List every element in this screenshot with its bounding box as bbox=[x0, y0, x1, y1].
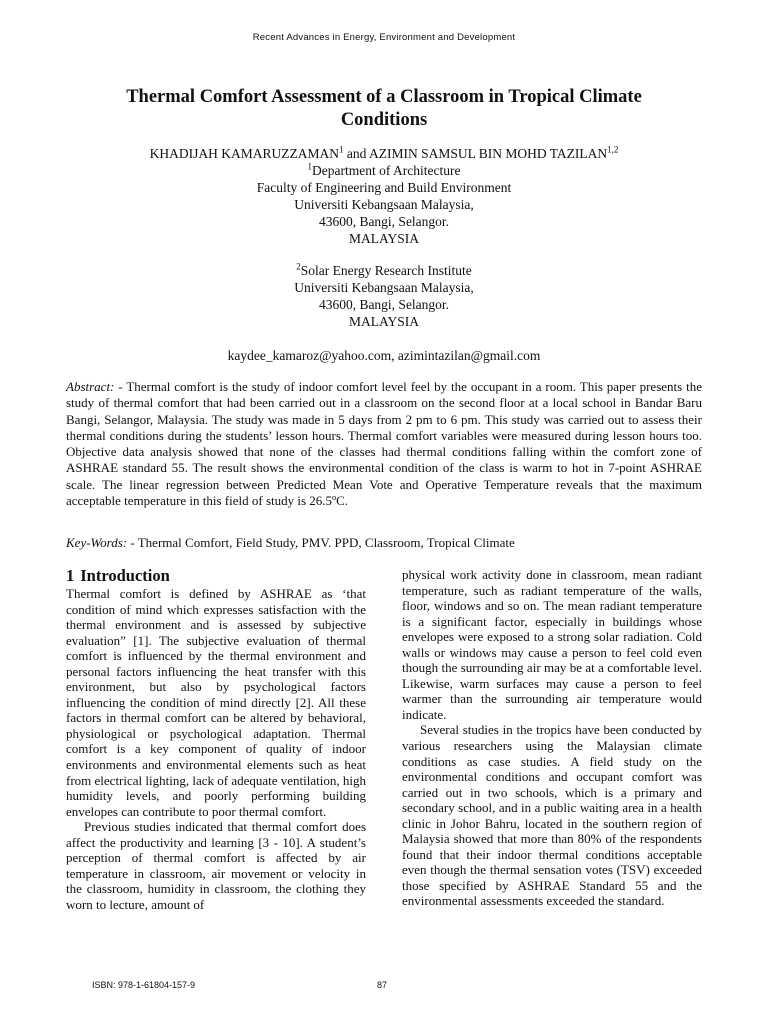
paragraph: Previous studies indicated that thermal comfort does affect the productivity and learning [3 - 10]. A student’s perception of thermal comfort is affected by air temperature in classroom, air movement or velocity in the classroom, humidity in classroom, the clothing they worn to lecture, amount of bbox=[66, 819, 366, 912]
right-column bbox=[402, 567, 702, 909]
title-line-2: Conditions bbox=[340, 110, 428, 130]
running-header: Recent Advances in Energy, Environment and Development bbox=[252, 32, 516, 43]
section-title: Introduction bbox=[80, 566, 170, 585]
affiliation-2-line: MALAYSIA bbox=[348, 314, 419, 329]
author-2-superscript: 1,2 bbox=[607, 144, 619, 155]
affiliation-2-line: Solar Energy Research Institute bbox=[300, 263, 472, 278]
paragraph: physical work activity done in classroom, mean radiant temperature, such as radiant temperature of the walls, floor, windows and so on. The mean radiant temperature is a significant factor, especially in buildings whose envelopes were exposed to a strong solar radiation. Cold walls or windows may cause a person to feel cold even though the surrounding air may be at a comfortable level. Likewise, warm surfaces may cause a person to feel warmer than the surrounding air temperature would indicate. bbox=[402, 567, 702, 722]
paragraph: Several studies in the tropics have been conducted by various researchers using the Malaysian climate conditions as case studies. A field study on the environmental conditions and occupant comfort was carried out in two schools, which is a primary and secondary school, and in a public waiting area in a health clinic in Johor Bahru, located in the southern region of Malaysia showed that more than 80% of the respondents found that their indoor thermal conditions acceptable even though the thermal sensation votes (TSV) exceeded those specified by ASHRAE Standard 55 and the environmental assessments exceeded the standard. bbox=[402, 722, 702, 909]
author-names bbox=[40, 145, 728, 162]
affiliation-1-superscript: 1 bbox=[307, 161, 313, 172]
affiliation-2-line: 43600, Bangi, Selangor. bbox=[318, 297, 450, 312]
title-line-1: Thermal Comfort Assessment of a Classroom in Tropical Climate bbox=[126, 87, 642, 107]
abstract bbox=[66, 379, 702, 509]
section-number: 1 bbox=[66, 566, 75, 585]
abstract-label: Abstract: bbox=[66, 379, 115, 394]
affiliation-1-line: Department of Architecture bbox=[312, 163, 461, 178]
left-column bbox=[66, 566, 366, 912]
author-1-superscript: 1 bbox=[338, 144, 344, 155]
keywords-text: - Thermal Comfort, Field Study, PMV. PPD, Classroom, Tropical Climate bbox=[127, 535, 515, 550]
isbn: ISBN: 978-1-61804-157-9 bbox=[92, 980, 196, 990]
affiliation-1-line: Faculty of Engineering and Build Environment bbox=[256, 180, 512, 195]
affiliation-2-superscript: 2 bbox=[296, 261, 301, 272]
section-heading bbox=[66, 566, 366, 586]
page-number: 87 bbox=[377, 980, 388, 990]
affiliation-1-line: MALAYSIA bbox=[348, 231, 419, 246]
author-conjunction: and bbox=[343, 146, 369, 161]
abstract-text: - Thermal comfort is the study of indoor comfort level feel by the occupant in a room. This paper presents the study of thermal comfort that had been carried out in a classroom on the second floor at a local school in Bandar Baru Bangi, Selangor, Malaysia. The study was made in 5 days from 2 pm to 6 pm. This study was carried out to assess their thermal conditions during the students’ lesson hours. Thermal comfort variables were measured during lesson hours too. Objective data analysis showed that none of the classes had thermal conditions falling within the comfort zone of ASHRAE standard 55. The result shows the environmental condition of the class is warm to hot in 7-point ASHRAE scale. The linear regression between Predicted Mean Vote and Operative Temperature reveals that the maximum acceptable temperature in this field of study is 26.5ºC. bbox=[66, 379, 702, 509]
affiliation-1-line: Universiti Kebangsaan Malaysia, bbox=[294, 197, 474, 212]
affiliation-2-line: Universiti Kebangsaan Malaysia, bbox=[294, 280, 474, 295]
affiliation-1-line: 43600, Bangi, Selangor. bbox=[318, 214, 450, 229]
affiliation-2 bbox=[40, 262, 728, 330]
keywords bbox=[66, 535, 702, 551]
author-emails: kaydee_kamaroz@yahoo.com, azimintazilan@gmail.com bbox=[227, 348, 541, 363]
keywords-label: Key-Words: bbox=[66, 535, 128, 550]
author-1: KHADIJAH KAMARUZZAMAN bbox=[149, 146, 339, 161]
paper-title bbox=[60, 86, 708, 132]
author-2: AZIMIN SAMSUL BIN MOHD TAZILAN bbox=[368, 146, 608, 161]
paragraph: Thermal comfort is defined by ASHRAE as ‘that condition of mind which expresses satisfaction with the thermal environment and is assessed by subjective evaluation” [1]. The subjective evaluation of thermal comfort is influenced by the thermal environment and personal factors influencing the heat transfer with this environment, but also by psychological factors influencing the condition of mind directly [2]. All these factors in thermal comfort can be altered by behavioral, physiological or psychological adaptation. Thermal comfort is a key component of quality of indoor environments and environmental elements such as heat from electrical lighting, lack of adequate ventilation, high humidity levels, and poorly performing building envelopes can contribute to poor thermal comfort. bbox=[66, 586, 366, 819]
affiliation-1 bbox=[40, 162, 728, 247]
author-block bbox=[40, 145, 728, 330]
